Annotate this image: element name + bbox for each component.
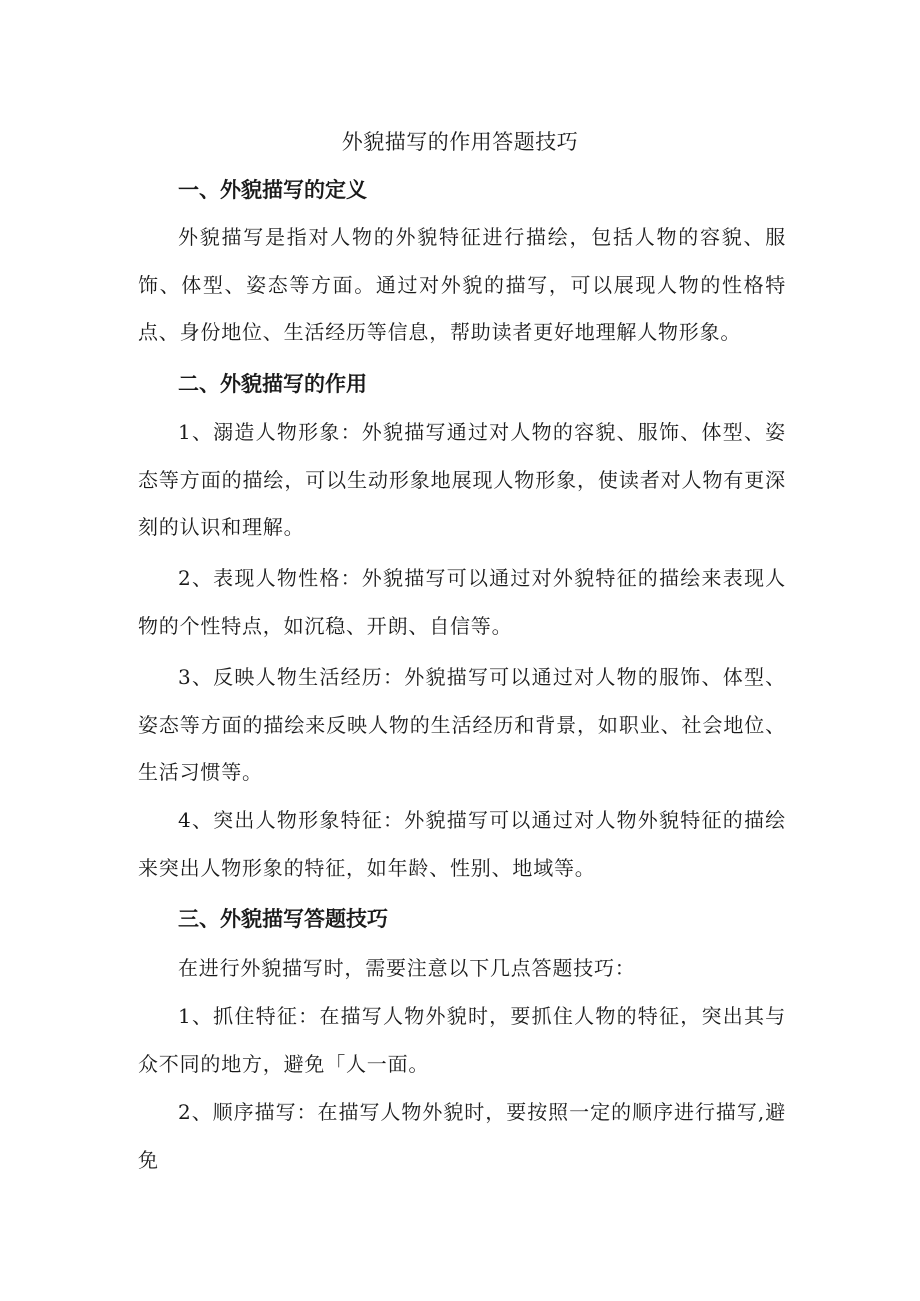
section-heading-function: 二、外貌描写的作用 bbox=[178, 372, 367, 396]
paragraph-definition: 外貌描写是指对人物的外貌特征进行描绘，包括人物的容貌、服饰、体型、姿态等方面。通过对外貌的描写，可以展现人物的性格特点、身份地位、生活经历等信息，帮助读者更好地理解人物形象。 bbox=[138, 225, 786, 344]
paragraph-function-2: 2、表现人物性格：外貌描写可以通过对外貌特征的描绘来表现人物的个性特点，如沉稳、开朗、自信等。 bbox=[138, 566, 786, 638]
paragraph-techniques-intro: 在进行外貌描写时，需要注意以下几点答题技巧： bbox=[178, 956, 636, 980]
paragraph-technique-1: 1、抓住特征：在描写人物外貌时，要抓住人物的特征，突出其与众不同的地方，避免「人一面。 bbox=[138, 1004, 786, 1076]
document-title: 外貌描写的作用答题技巧 bbox=[341, 130, 579, 154]
section-heading-techniques: 三、外貌描写答题技巧 bbox=[178, 907, 388, 931]
paragraph-function-1: 1、溺造人物形象：外貌描写通过对人物的容貌、服饰、体型、姿态等方面的描绘，可以生动形象地展现人物形象，使读者对人物有更深刻的认识和理解。 bbox=[138, 420, 786, 539]
paragraph-function-4: 4、突出人物形象特征：外貌描写可以通过对人物外貌特征的描绘来突出人物形象的特征，如年龄、性别、地域等。 bbox=[138, 808, 786, 880]
paragraph-technique-2: 2、顺序描写：在描写人物外貌时，要按照一定的顺序进行描写,避免 bbox=[138, 1100, 786, 1172]
section-heading-definition: 一、外貌描写的定义 bbox=[178, 178, 367, 202]
paragraph-function-3: 3、反映人物生活经历：外貌描写可以通过对人物的服饰、体型、姿态等方面的描绘来反映人物的生活经历和背景，如职业、社会地位、生活习惯等。 bbox=[138, 665, 786, 784]
